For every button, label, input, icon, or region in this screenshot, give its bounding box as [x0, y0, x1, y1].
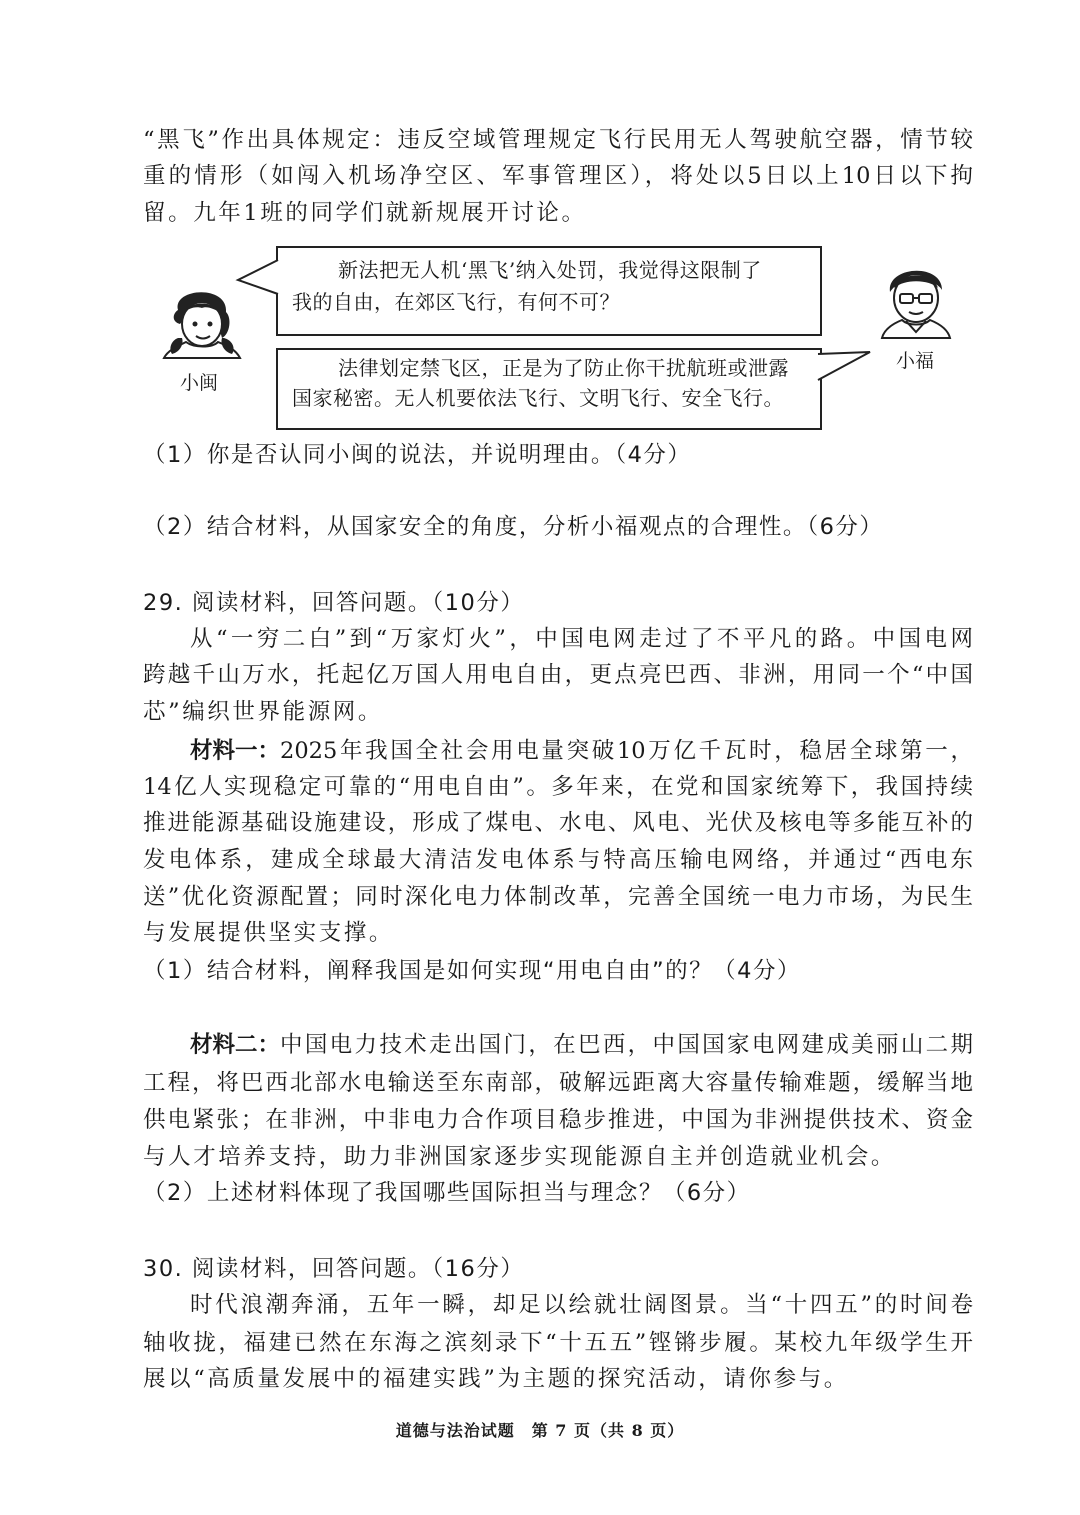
q29-material2-line-3: 供电紧张；在非洲，中非电力合作项目稳步推进，中国为非洲提供技术、资金	[143, 1107, 973, 1133]
q29-intro-line-2: 跨越千山万水，托起亿万国人用电自由，更点亮巴西、非洲，用同一个“中国	[143, 662, 973, 688]
intro-line-1: “黑飞”作出具体规定：违反空域管理规定飞行民用无人驾驶航空器，情节较	[143, 127, 973, 153]
q29-material2-line-1	[190, 1030, 973, 1060]
q29-material1-line-6: 与发展提供坚实支撑。	[143, 920, 395, 946]
bubble-tail-left	[236, 258, 280, 298]
q30-line-3: 展以“高质量发展中的福建实践”为主题的探究活动，请你参与。	[143, 1366, 849, 1392]
q29-material1-line-1	[190, 736, 973, 766]
right-speaker-name: 小福	[896, 350, 935, 372]
q29-sub1: （1）结合材料，阐释我国是如何实现“用电自由”的？（4分）	[143, 958, 801, 984]
bubble-tail-right	[816, 350, 872, 390]
material1-text-1: 2025年我国全社会用电量突破10万亿千瓦时，稳居全球第一，	[280, 738, 973, 764]
q29-intro-line-1: 从“一穷二白”到“万家灯火”，中国电网走过了不平凡的路。中国电网	[190, 626, 973, 652]
q30-line-1: 时代浪潮奔涌，五年一瞬，却足以绘就壮阔图景。当“十四五”的时间卷	[190, 1292, 973, 1318]
page-footer: 道德与法治试题 第 7 页（共 8 页）	[395, 1421, 685, 1440]
q28-sub1: （1）你是否认同小闽的说法，并说明理由。（4分）	[143, 442, 692, 468]
intro-line-2: 重的情形（如闯入机场净空区、军事管理区），将处以5日以上10日以下拘	[143, 163, 973, 189]
girl-avatar-icon	[158, 278, 248, 358]
q28-sub2: （2）结合材料，从国家安全的角度，分析小福观点的合理性。（6分）	[143, 514, 884, 540]
intro-line-3: 留。九年1班的同学们就新规展开讨论。	[143, 200, 587, 226]
q29-material2-line-4: 与人才培养支持，助力非洲国家逐步实现能源自主并创造就业机会。	[143, 1144, 897, 1170]
q29-material1-line-5: 送”优化资源配置；同时深化电力体制改革，完善全国统一电力市场，为民生	[143, 884, 973, 910]
bubble1-line-2: 我的自由，在郊区飞行，有何不可？	[292, 290, 620, 314]
material1-label: 材料一：	[190, 738, 281, 764]
bubble1-line-1: 新法把无人机‘黑飞’纳入处罚，我觉得这限制了	[338, 258, 762, 282]
bubble2-line-2: 国家秘密。无人机要依法飞行、文明飞行、安全飞行。	[292, 386, 784, 410]
boy-avatar-icon	[876, 258, 956, 338]
q29-material1-line-3: 推进能源基础设施建设，形成了煤电、水电、风电、光伏及核电等多能互补的	[143, 810, 973, 836]
q30-line-2: 轴收拢，福建已然在东海之滨刻录下“十五五”铿锵步履。某校九年级学生开	[143, 1330, 973, 1356]
q29-title: 29. 阅读材料，回答问题。（10分）	[143, 590, 525, 616]
q29-material1-line-4: 发电体系，建成全球最大清洁发电体系与特高压输电网络，并通过“西电东	[143, 847, 973, 873]
q29-intro-line-3: 芯”编织世界能源网。	[143, 699, 384, 725]
q29-sub2: （2）上述材料体现了我国哪些国际担当与理念？（6分）	[143, 1180, 751, 1206]
q30-title: 30. 阅读材料，回答问题。（16分）	[143, 1256, 525, 1282]
material2-label: 材料二：	[190, 1032, 281, 1058]
q29-material1-line-2: 14亿人实现稳定可靠的“用电自由”。多年来，在党和国家统筹下，我国持续	[143, 774, 973, 800]
bubble2-line-1: 法律划定禁飞区，正是为了防止你干扰航班或泄露	[338, 356, 789, 380]
q29-material2-line-2: 工程，将巴西北部水电输送至东南部，破解远距离大容量传输难题，缓解当地	[143, 1070, 973, 1096]
material2-text-1: 中国电力技术走出国门，在巴西，中国国家电网建成美丽山二期	[280, 1032, 973, 1058]
left-speaker-name: 小闽	[180, 372, 219, 394]
